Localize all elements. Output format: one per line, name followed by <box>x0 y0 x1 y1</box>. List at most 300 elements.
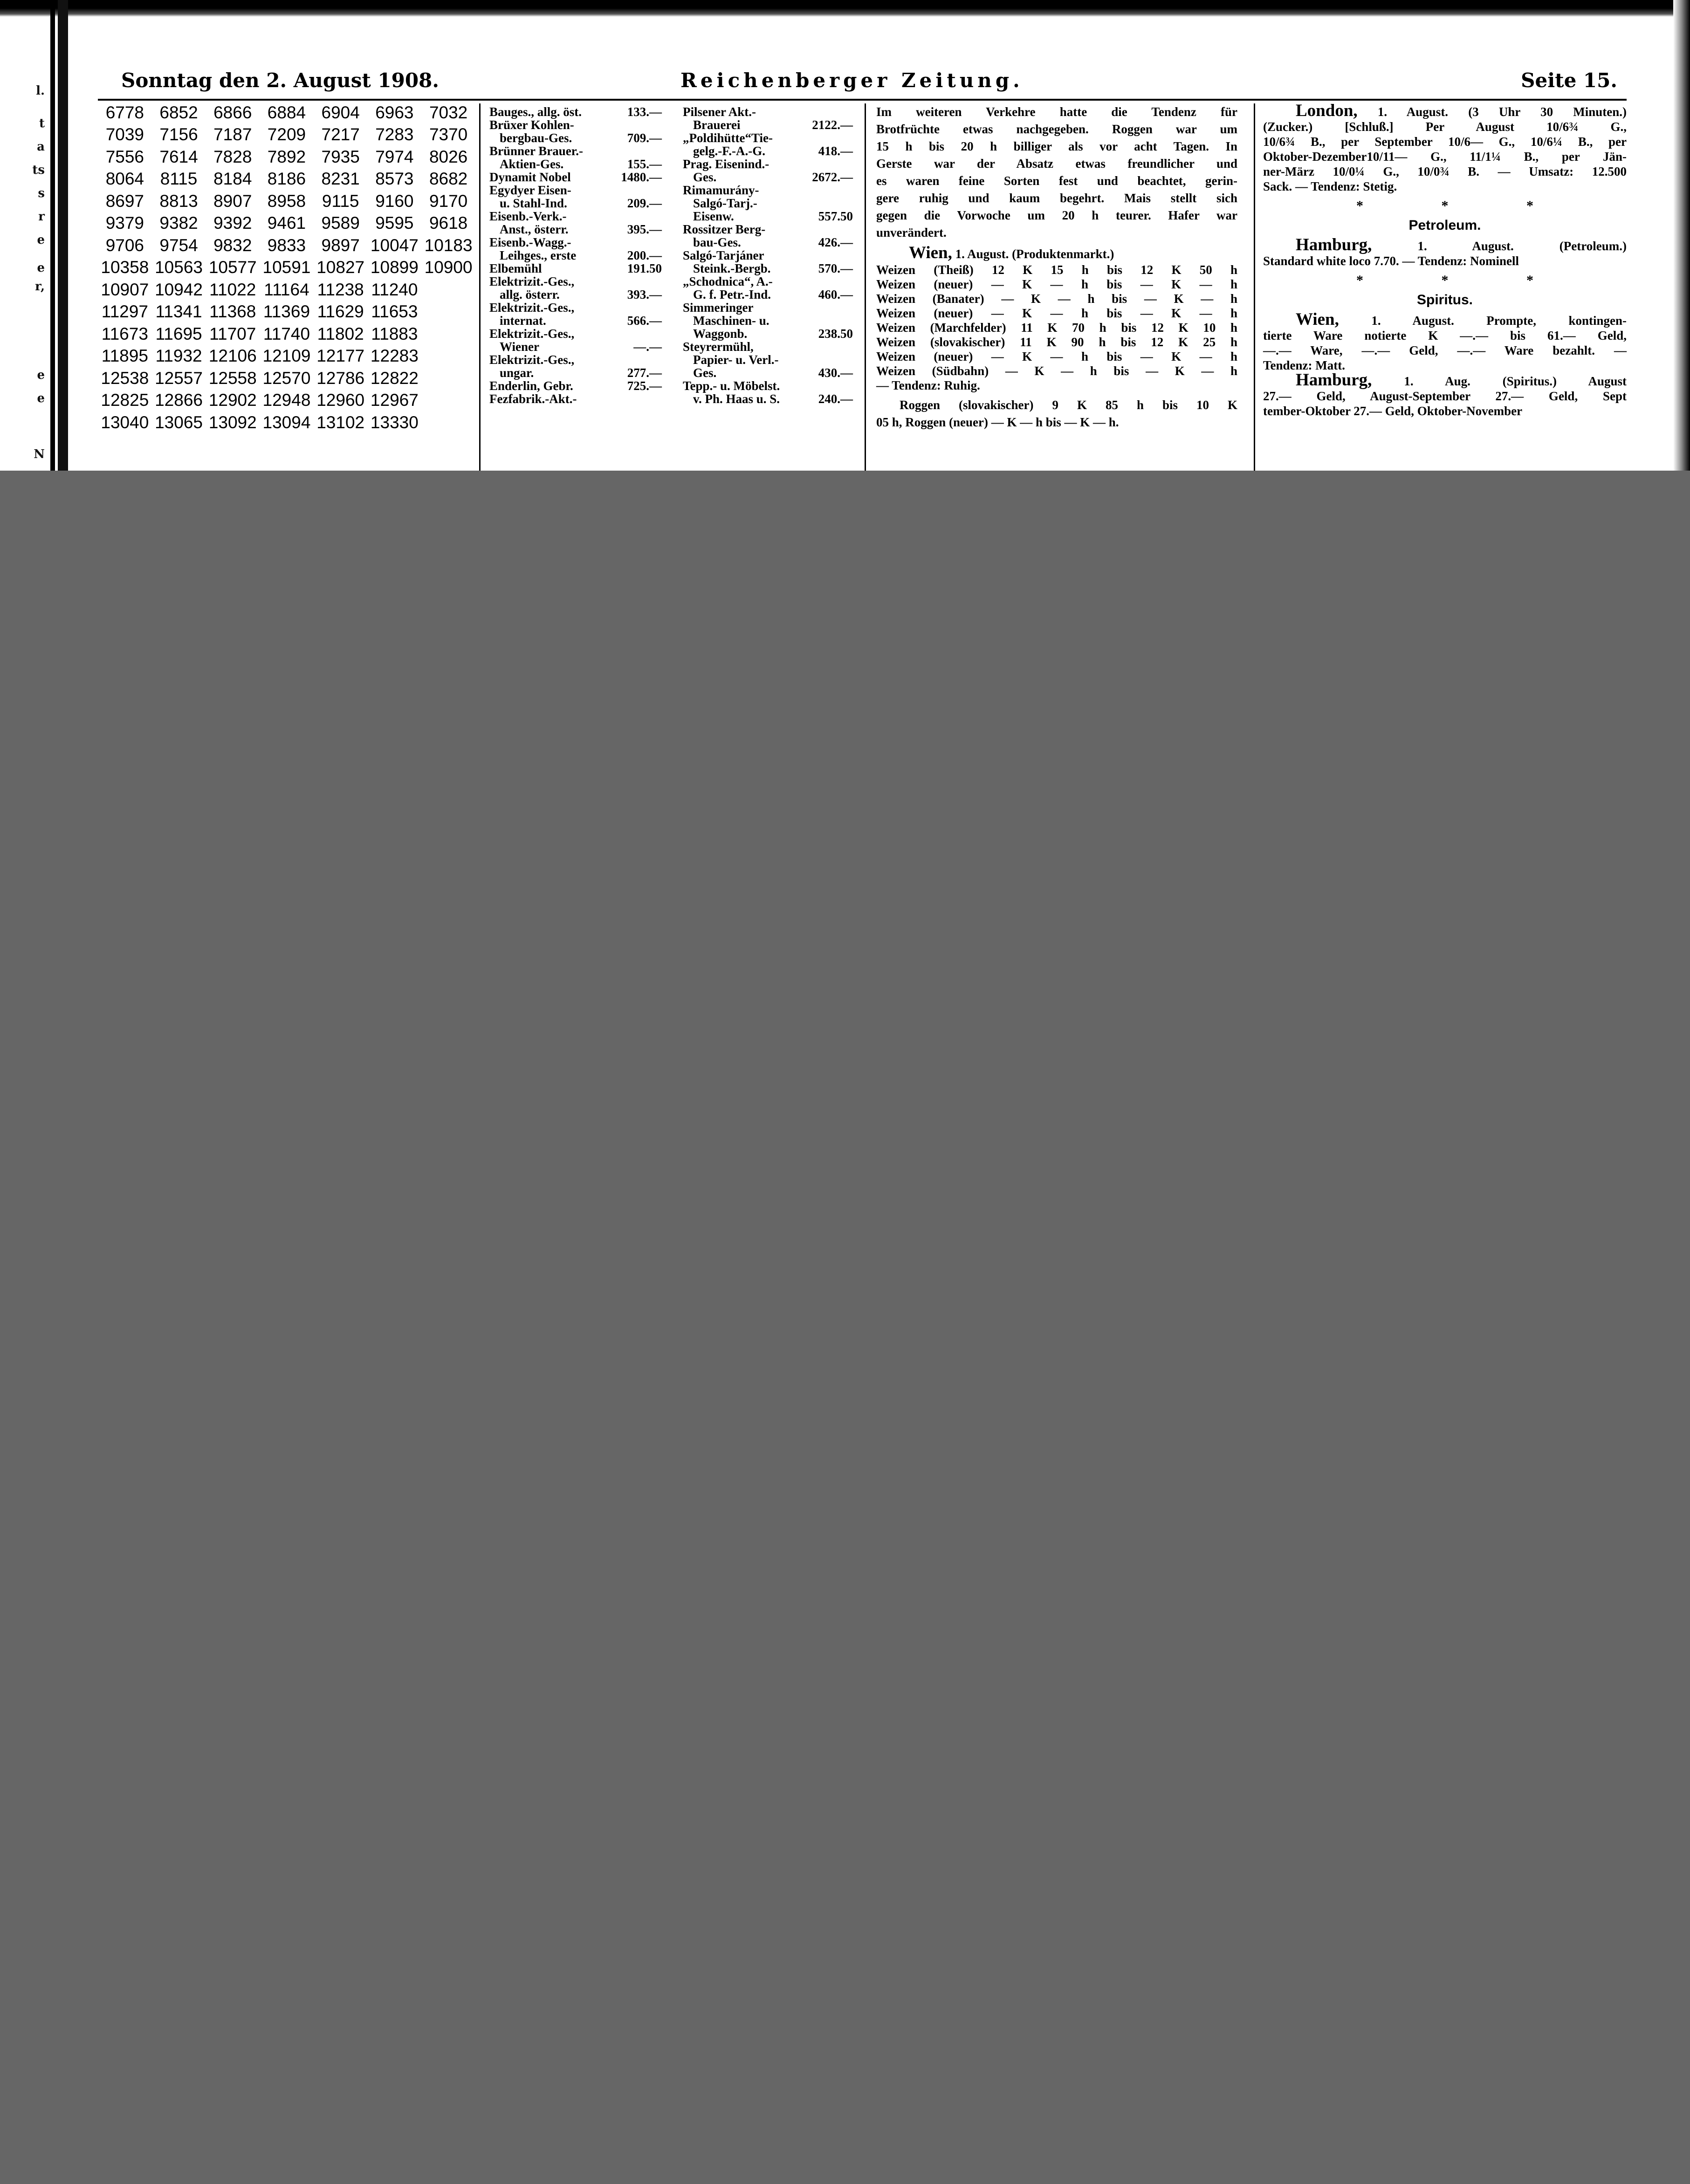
stock-price: 209.— <box>627 196 662 210</box>
page-header <box>121 65 1617 93</box>
lottery-number: 7974 <box>375 147 414 166</box>
stock-name: Egydyer Eisen- <box>489 183 571 197</box>
stock-price: 191.50 <box>627 261 662 275</box>
header-rule <box>98 99 1627 101</box>
report-line: Oktober-Dezember10/11— G., 11/1¼ B., per Jän- <box>1263 150 1627 164</box>
hamburg-spiritus-dateline <box>1263 370 1627 390</box>
lottery-number: 6884 <box>267 103 306 122</box>
stock-name: Elektrizit.-Ges., <box>489 327 575 341</box>
stock-line <box>683 275 853 288</box>
stock-line <box>489 262 662 275</box>
lottery-number: 11932 <box>155 346 202 366</box>
price-line: Weizen (Banater) — K — h bis — K — h <box>876 292 1237 306</box>
stock-line <box>489 249 662 262</box>
stock-name: Brüxer Kohlen- <box>489 118 574 132</box>
lottery-number: 9589 <box>321 213 360 233</box>
lottery-number: 10563 <box>155 258 203 277</box>
stock-name: Waggonb. <box>693 327 748 341</box>
lottery-row <box>98 124 475 146</box>
lottery-number: 13092 <box>208 412 257 432</box>
stock-line <box>489 288 662 301</box>
stock-price: 1480.— <box>621 170 662 184</box>
lottery-row <box>98 301 475 323</box>
stock-list-left <box>489 105 662 405</box>
lottery-number: 13330 <box>370 412 419 432</box>
stock-line <box>489 301 662 314</box>
page-number: Seite 15. <box>1521 69 1617 92</box>
lottery-number: 7032 <box>429 103 468 122</box>
lottery-number: 9833 <box>267 235 306 255</box>
lottery-number: 8682 <box>429 169 468 189</box>
stock-price: 155.— <box>627 157 662 171</box>
city-name: Wien, <box>909 243 952 262</box>
market-intro <box>876 103 1237 241</box>
spiritus-heading: Spiritus. <box>1416 292 1473 308</box>
margin-fragment: r, <box>35 280 45 294</box>
stock-line <box>489 314 662 327</box>
stock-price: 200.— <box>627 248 662 262</box>
lottery-number: 13094 <box>262 412 311 432</box>
lottery-number: 11629 <box>317 302 364 322</box>
city-name: Hamburg, <box>1296 235 1372 254</box>
lottery-number: 11740 <box>263 324 310 343</box>
lottery-number-table <box>98 102 475 434</box>
lottery-number: 11695 <box>155 324 202 343</box>
stock-line <box>683 314 853 327</box>
stock-line <box>683 171 853 184</box>
stock-name: Elbemühl <box>489 261 542 275</box>
stock-line <box>683 118 853 131</box>
margin-fragment: t <box>39 116 45 130</box>
report-line: gere ruhig und kaum begehrt. Mais stellt sich <box>876 191 1237 205</box>
stock-name: Simmeringer <box>683 301 754 315</box>
stock-price: 709.— <box>627 131 662 145</box>
lottery-number: 12109 <box>262 346 311 366</box>
stock-name: Salgó-Tarjáner <box>683 248 764 262</box>
stock-price: 725.— <box>627 379 662 393</box>
stock-line <box>489 144 662 157</box>
lottery-row <box>98 146 475 168</box>
lottery-number: 12538 <box>101 368 149 388</box>
stock-price: 418.— <box>818 144 853 158</box>
lottery-number: 12960 <box>316 390 365 410</box>
stock-line <box>489 366 662 379</box>
stock-name: Anst., österr. <box>500 222 569 236</box>
lottery-number: 10907 <box>101 280 149 299</box>
section-divider-stars: * * * <box>1356 273 1571 288</box>
lottery-number: 7187 <box>213 125 252 144</box>
lottery-number: 9115 <box>322 191 359 211</box>
report-line: Im weiteren Verkehre hatte die Tendenz für <box>876 105 1237 119</box>
lottery-number: 8231 <box>321 169 360 189</box>
lottery-number: 12967 <box>370 390 419 410</box>
lottery-number: 6852 <box>159 103 198 122</box>
lottery-number: 7156 <box>159 125 198 144</box>
lottery-number: 10047 <box>370 235 419 255</box>
stock-name: internat. <box>500 314 546 328</box>
lottery-number: 8958 <box>267 191 306 211</box>
stock-line <box>683 262 853 275</box>
lottery-number: 9170 <box>429 191 468 211</box>
stock-name: ungar. <box>500 366 534 380</box>
report-line: gegen die Vorwoche um 20 h teurer. Hafer war <box>876 208 1237 222</box>
petroleum-quote: Standard white loco 7.70. — Tendenz: Nominell <box>1263 254 1519 268</box>
lottery-number: 8813 <box>159 191 198 211</box>
wien-spiritus-dateline <box>1263 312 1627 328</box>
stock-price: 2122.— <box>812 118 853 132</box>
hamburg-dateline-rest: 1. August. (Petroleum.) <box>1417 239 1627 253</box>
lottery-number: 11240 <box>371 280 418 299</box>
stock-price: 460.— <box>818 288 853 301</box>
stock-line <box>489 353 662 366</box>
lottery-number: 8186 <box>267 169 306 189</box>
price-line: Weizen (Theiß) 12 K 15 h bis 12 K 50 h <box>876 263 1237 277</box>
lottery-number: 7283 <box>375 125 414 144</box>
stock-name: Papier- u. Verl.- <box>693 353 779 367</box>
price-line: Weizen (neuer) — K — h bis — K — h <box>876 349 1237 363</box>
stock-line <box>683 184 853 197</box>
report-line: —.— Ware, —.— Geld, —.— Ware bezahlt. — <box>1263 343 1627 357</box>
lottery-number: 12570 <box>262 368 311 388</box>
lottery-number: 10899 <box>370 258 419 277</box>
wheat-price-list <box>876 263 1237 393</box>
lottery-number: 13040 <box>101 412 149 432</box>
report-line: ner-März 10/0¼ G., 10/0¾ B. — Umsatz: 12.500 <box>1263 164 1627 178</box>
stock-name: u. Stahl-Ind. <box>500 196 567 210</box>
stock-line <box>683 392 853 405</box>
lottery-number: 11022 <box>209 280 256 299</box>
section-divider-stars: * * * <box>1356 198 1571 213</box>
stock-name: Elektrizit.-Ges., <box>489 274 575 288</box>
lottery-number: 9832 <box>213 235 252 255</box>
lottery-number: 11883 <box>371 324 418 343</box>
lottery-number: 7556 <box>105 147 144 166</box>
lottery-number: 7935 <box>321 147 360 166</box>
lottery-number: 12948 <box>262 390 311 410</box>
stock-name: v. Ph. Haas u. S. <box>693 392 780 406</box>
stock-price: 2672.— <box>812 170 853 184</box>
lottery-number: 13065 <box>155 412 203 432</box>
stock-name: Aktien-Ges. <box>500 157 564 171</box>
stock-name: Steink.-Bergb. <box>693 261 771 275</box>
lottery-number: 11673 <box>101 324 148 343</box>
stock-line <box>683 353 853 366</box>
lottery-number: 11369 <box>263 302 310 322</box>
stock-line <box>683 340 853 353</box>
column-rule <box>1254 103 1255 471</box>
stock-line <box>489 184 662 197</box>
header-date: Sonntag den 2. August 1908. <box>121 69 439 92</box>
lottery-number: 12558 <box>208 368 257 388</box>
report-line: 10/6¾ B., per September 10/6— G., 10/6¼ B., per <box>1263 135 1627 149</box>
report-line: es waren feine Sorten fest und beachtet, gerin- <box>876 174 1237 188</box>
lottery-number: 11368 <box>209 302 256 322</box>
stock-line <box>683 379 853 392</box>
report-line: tember-Oktober 27.— Geld, Oktober-November <box>1263 404 1523 418</box>
lottery-number: 8697 <box>105 191 144 211</box>
report-line: Tendenz: Matt. <box>1263 358 1345 372</box>
lottery-number: 11653 <box>371 302 418 322</box>
stock-price: 277.— <box>627 366 662 380</box>
lottery-number: 8573 <box>375 169 414 189</box>
lottery-row <box>98 257 475 279</box>
lottery-number: 9160 <box>375 191 414 211</box>
margin-fragment: e <box>37 233 45 247</box>
lottery-number: 11297 <box>101 302 148 322</box>
stock-name: Prag. Eisenind.- <box>683 157 769 171</box>
stock-name: bau-Ges. <box>693 235 741 249</box>
stock-name: allg. österr. <box>500 288 560 301</box>
lottery-number: 7039 <box>105 125 144 144</box>
report-line: 27.— Geld, August-September 27.— Geld, Sept <box>1263 389 1627 403</box>
stock-name: Elektrizit.-Ges., <box>489 353 575 367</box>
stock-name: Enderlin, Gebr. <box>489 379 573 393</box>
london-dateline <box>1263 103 1627 119</box>
stock-price: 570.— <box>818 261 853 275</box>
lottery-row <box>98 234 475 257</box>
wien-spiritus-report <box>1263 328 1627 373</box>
stock-line <box>683 210 853 223</box>
lottery-number: 7370 <box>429 125 468 144</box>
stock-name: Wiener <box>500 340 539 354</box>
lottery-number: 8115 <box>160 169 198 189</box>
lottery-row <box>98 411 475 434</box>
lottery-number: 12177 <box>316 346 365 366</box>
scan-right-edge <box>1673 0 1690 471</box>
report-line: unverändert. <box>876 226 947 240</box>
stock-name: Steyrermühl, <box>683 340 754 354</box>
stock-line <box>489 171 662 184</box>
margin-fragment: e <box>37 261 45 275</box>
wien-spiritus-line: 1. August. Prompte, kontingen- <box>1371 314 1627 328</box>
stock-name: Brauerei <box>693 118 741 132</box>
stock-line <box>489 105 662 118</box>
lottery-number: 7614 <box>159 147 198 166</box>
lottery-number: 12106 <box>208 346 257 366</box>
stock-line <box>683 223 853 236</box>
lottery-number: 11164 <box>264 280 309 299</box>
lottery-row <box>98 212 475 235</box>
stock-line <box>683 327 853 340</box>
stock-name: „Schodnica“, A.- <box>683 274 773 288</box>
london-sugar-report <box>1263 119 1627 194</box>
report-line: (Zucker.) [Schluß.] Per August 10/6¾ G., <box>1263 120 1627 134</box>
lottery-number: 9595 <box>375 213 414 233</box>
stock-line <box>489 327 662 340</box>
hamburg-spiritus-rest: 1. Aug. (Spiritus.) August <box>1404 374 1627 388</box>
stock-name: „Poldihütte“Tie- <box>683 131 773 145</box>
margin-fragment: s <box>38 186 45 200</box>
stock-line <box>489 197 662 210</box>
commodity-reports <box>1263 103 1627 418</box>
lottery-number: 6778 <box>105 103 144 122</box>
stock-line <box>489 275 662 288</box>
lottery-number: 9754 <box>159 235 198 255</box>
margin-fragment: e <box>37 368 45 382</box>
stock-price: —.— <box>633 340 662 354</box>
stock-price: 393.— <box>627 288 662 301</box>
stock-name: Tepp.- u. Möbelst. <box>683 379 780 393</box>
lottery-number: 7828 <box>213 147 252 166</box>
stock-line <box>683 157 853 171</box>
lottery-number: 7209 <box>267 125 306 144</box>
lottery-number: 11238 <box>317 280 364 299</box>
lottery-number: 9379 <box>105 213 144 233</box>
lottery-number: 9392 <box>213 213 252 233</box>
lottery-table-body <box>98 102 475 434</box>
report-line: Brotfrüchte etwas nachgegeben. Roggen war um <box>876 122 1237 136</box>
lottery-number: 7892 <box>267 147 306 166</box>
lottery-number: 10183 <box>424 235 473 255</box>
stock-price: 240.— <box>818 392 853 406</box>
scan-top-edge <box>0 0 1690 17</box>
lottery-number: 12866 <box>155 390 203 410</box>
lottery-number: 11895 <box>101 346 148 366</box>
grain-market-report <box>876 103 1237 431</box>
lottery-row <box>98 279 475 301</box>
wien-dateline <box>876 244 1237 263</box>
stock-list-right <box>683 105 853 405</box>
lottery-number: 12283 <box>370 346 419 366</box>
stock-name: gelg.-F.-A.-G. <box>693 144 765 158</box>
lottery-number: 10358 <box>101 258 149 277</box>
stock-name: Rossitzer Berg- <box>683 222 766 236</box>
stock-line <box>489 210 662 223</box>
lottery-number: 12902 <box>208 390 257 410</box>
lottery-number: 8026 <box>429 147 468 166</box>
lottery-row <box>98 323 475 345</box>
stock-line <box>489 392 662 405</box>
lottery-number: 11802 <box>317 324 364 343</box>
stock-name: Bauges., allg. öst. <box>489 105 582 119</box>
margin-fragment: e <box>37 391 45 405</box>
stock-line <box>489 157 662 171</box>
lottery-row <box>98 345 475 368</box>
stock-line <box>489 223 662 236</box>
report-line: Gerste war der Absatz etwas freundlicher und <box>876 157 1237 171</box>
stock-price: 430.— <box>818 366 853 380</box>
stock-name: Maschinen- u. <box>693 314 769 328</box>
binding-shadow <box>50 0 55 471</box>
lottery-number: 8064 <box>105 169 144 189</box>
city-name: London, <box>1296 101 1358 120</box>
lottery-number: 9897 <box>321 235 360 255</box>
report-line: tierte Ware notierte K —.— bis 61.— Geld, <box>1263 329 1627 342</box>
lottery-row <box>98 190 475 212</box>
hamburg-petroleum-dateline <box>1263 235 1627 254</box>
stock-line <box>683 105 853 118</box>
stock-name: Elektrizit.-Ges., <box>489 301 575 315</box>
margin-fragment: a <box>37 140 45 154</box>
previous-page-margin <box>0 47 47 466</box>
lottery-number: 10827 <box>316 258 365 277</box>
margin-fragment: r <box>38 210 45 224</box>
stock-line <box>683 144 853 157</box>
lottery-number: 6904 <box>321 103 360 122</box>
stock-name: Eisenw. <box>693 209 734 223</box>
stock-line <box>683 249 853 262</box>
stock-name: bergbau-Ges. <box>500 131 572 145</box>
margin-fragment: N <box>34 447 45 461</box>
price-line: — Tendenz: Ruhig. <box>876 378 980 392</box>
lottery-number: 12825 <box>101 390 149 410</box>
price-line: Weizen (Südbahn) — K — h bis — K — h <box>876 364 1237 378</box>
stock-line <box>683 236 853 249</box>
report-line: Roggen (slovakischer) 9 K 85 h bis 10 K <box>900 398 1237 412</box>
stock-price: 133.— <box>627 105 662 119</box>
stock-name: Eisenb.-Wagg.- <box>489 235 571 249</box>
lottery-number: 11341 <box>155 302 202 322</box>
stock-name: Pilsener Akt.- <box>683 105 756 119</box>
stock-price: 566.— <box>627 314 662 328</box>
lottery-number: 9706 <box>105 235 144 255</box>
price-line: Weizen (neuer) — K — h bis — K — h <box>876 306 1237 320</box>
lottery-number: 9461 <box>267 213 306 233</box>
stock-line <box>489 340 662 353</box>
lottery-number: 6866 <box>213 103 252 122</box>
city-name: Wien, <box>1296 310 1339 329</box>
column-rule <box>865 103 866 471</box>
lottery-number: 12557 <box>155 368 203 388</box>
lottery-number: 9618 <box>429 213 468 233</box>
hamburg-spiritus-report <box>1263 389 1627 418</box>
stock-line <box>489 118 662 131</box>
london-line: 1. August. (3 Uhr 30 Minuten.) <box>1377 105 1627 119</box>
stock-price: 395.— <box>627 222 662 236</box>
city-name: Hamburg, <box>1296 370 1372 390</box>
lottery-number: 13102 <box>316 412 365 432</box>
stock-line <box>683 366 853 379</box>
stock-name: Eisenb.-Verk.- <box>489 209 567 223</box>
rye-prices <box>876 397 1237 431</box>
lottery-number: 6963 <box>375 103 414 122</box>
stock-name: Ges. <box>693 170 717 184</box>
stock-price: 557.50 <box>818 209 853 223</box>
stock-name: Salgó-Tarj.- <box>693 196 757 210</box>
petroleum-heading: Petroleum. <box>1408 218 1481 233</box>
price-line: Weizen (slovakischer) 11 K 90 h bis 12 K 25 h <box>876 335 1237 349</box>
report-line: 05 h, Roggen (neuer) — K — h bis — K — h. <box>876 415 1119 429</box>
price-line: Weizen (neuer) — K — h bis — K — h <box>876 277 1237 291</box>
stock-line <box>489 131 662 144</box>
lottery-number: 7217 <box>321 125 360 144</box>
stock-line <box>489 236 662 249</box>
lottery-row <box>98 367 475 390</box>
binding-shadow <box>58 0 68 471</box>
lottery-number: 8907 <box>213 191 252 211</box>
lottery-number: 8184 <box>213 169 252 189</box>
stock-line <box>683 131 853 144</box>
lottery-number: 10577 <box>208 258 257 277</box>
stock-line <box>683 197 853 210</box>
stock-name: Dynamit Nobel <box>489 170 571 184</box>
stock-line <box>683 288 853 301</box>
lottery-number: 10942 <box>155 280 203 299</box>
column-rule <box>479 103 481 471</box>
report-line: Sack. — Tendenz: Stetig. <box>1263 179 1397 193</box>
lottery-number: 10591 <box>262 258 311 277</box>
price-line: Weizen (Marchfelder) 11 K 70 h bis 12 K 10 h <box>876 321 1237 335</box>
lottery-number: 10900 <box>424 258 473 277</box>
lottery-row <box>98 168 475 191</box>
report-line: 15 h bis 20 h billiger als vor acht Tagen. In <box>876 139 1237 153</box>
stock-name: Ges. <box>693 366 717 380</box>
lottery-row <box>98 390 475 412</box>
newspaper-scan <box>0 0 1690 471</box>
stock-name: G. f. Petr.-Ind. <box>693 288 771 301</box>
lottery-number: 12786 <box>316 368 365 388</box>
lottery-number: 9382 <box>159 213 198 233</box>
